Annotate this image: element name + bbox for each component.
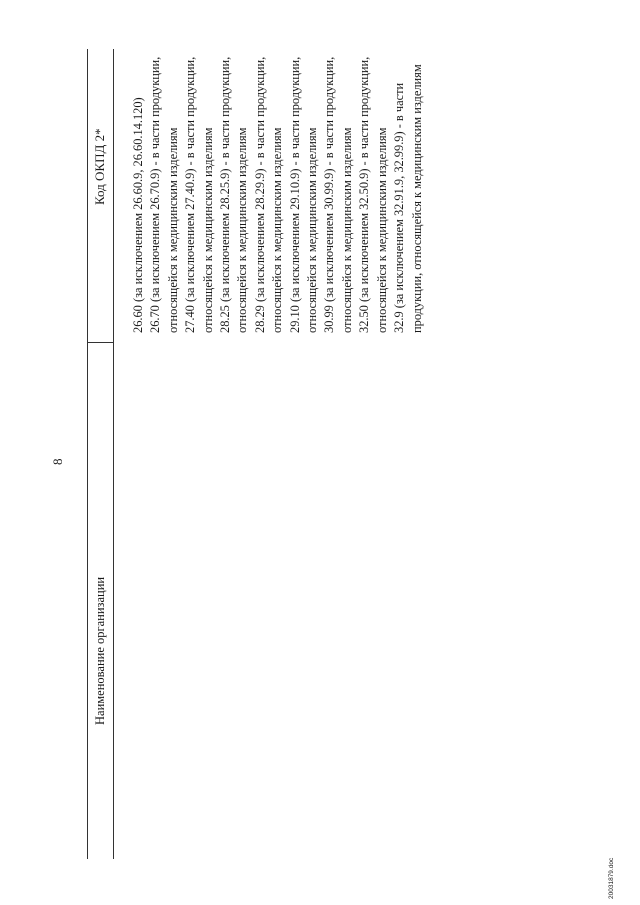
- document-file-id: 20031879.doc: [608, 857, 615, 899]
- header-column-divider: [87, 342, 114, 343]
- okpd-code-entry: 26.70 (за исключением 26.70.9) - в части продукции, относящейся к медицинским изделиям: [148, 56, 180, 333]
- okpd-code-entry: 32.50 (за исключением 32.50.9) - в части продукции, относящейся к медицинским изделиям: [357, 56, 389, 333]
- okpd-code-entry: 29.10 (за исключением 29.10.9) - в части продукции, относящейся к медицинским изделиям: [287, 56, 320, 333]
- okpd-code-list: [130, 53, 426, 333]
- okpd-code-entry: 32.9 (за исключением 32.91.9, 32.99.9) - в части продукции, относящейся к медицинским изделиям: [392, 64, 424, 333]
- header-bottom-rule: [113, 49, 114, 859]
- okpd-code-entry: 28.29 (за исключением 28.29.9) - в части продукции, относящейся к медицинским изделиям: [252, 56, 285, 333]
- page-number: 8: [50, 458, 65, 465]
- okpd-code-entry: 26.60 (за исключением 26.60.9, 26.60.14.120): [131, 97, 145, 333]
- column-header-organization: Наименование организации: [93, 576, 107, 725]
- table-top-rule: [87, 49, 88, 859]
- column-header-okpd-code: Код ОКПД 2*: [92, 128, 107, 205]
- okpd-code-entry: 28.25 (за исключением 28.25.9) - в части продукции, относящейся к медицинским изделиям: [218, 56, 250, 333]
- okpd-code-entry: 30.99 (за исключением 30.99.9) - в части продукции, относящейся к медицинским изделиям: [322, 56, 354, 333]
- okpd-code-entry: 27.40 (за исключением 27.40.9) - в части продукции, относящейся к медицинским изделиям: [183, 56, 215, 333]
